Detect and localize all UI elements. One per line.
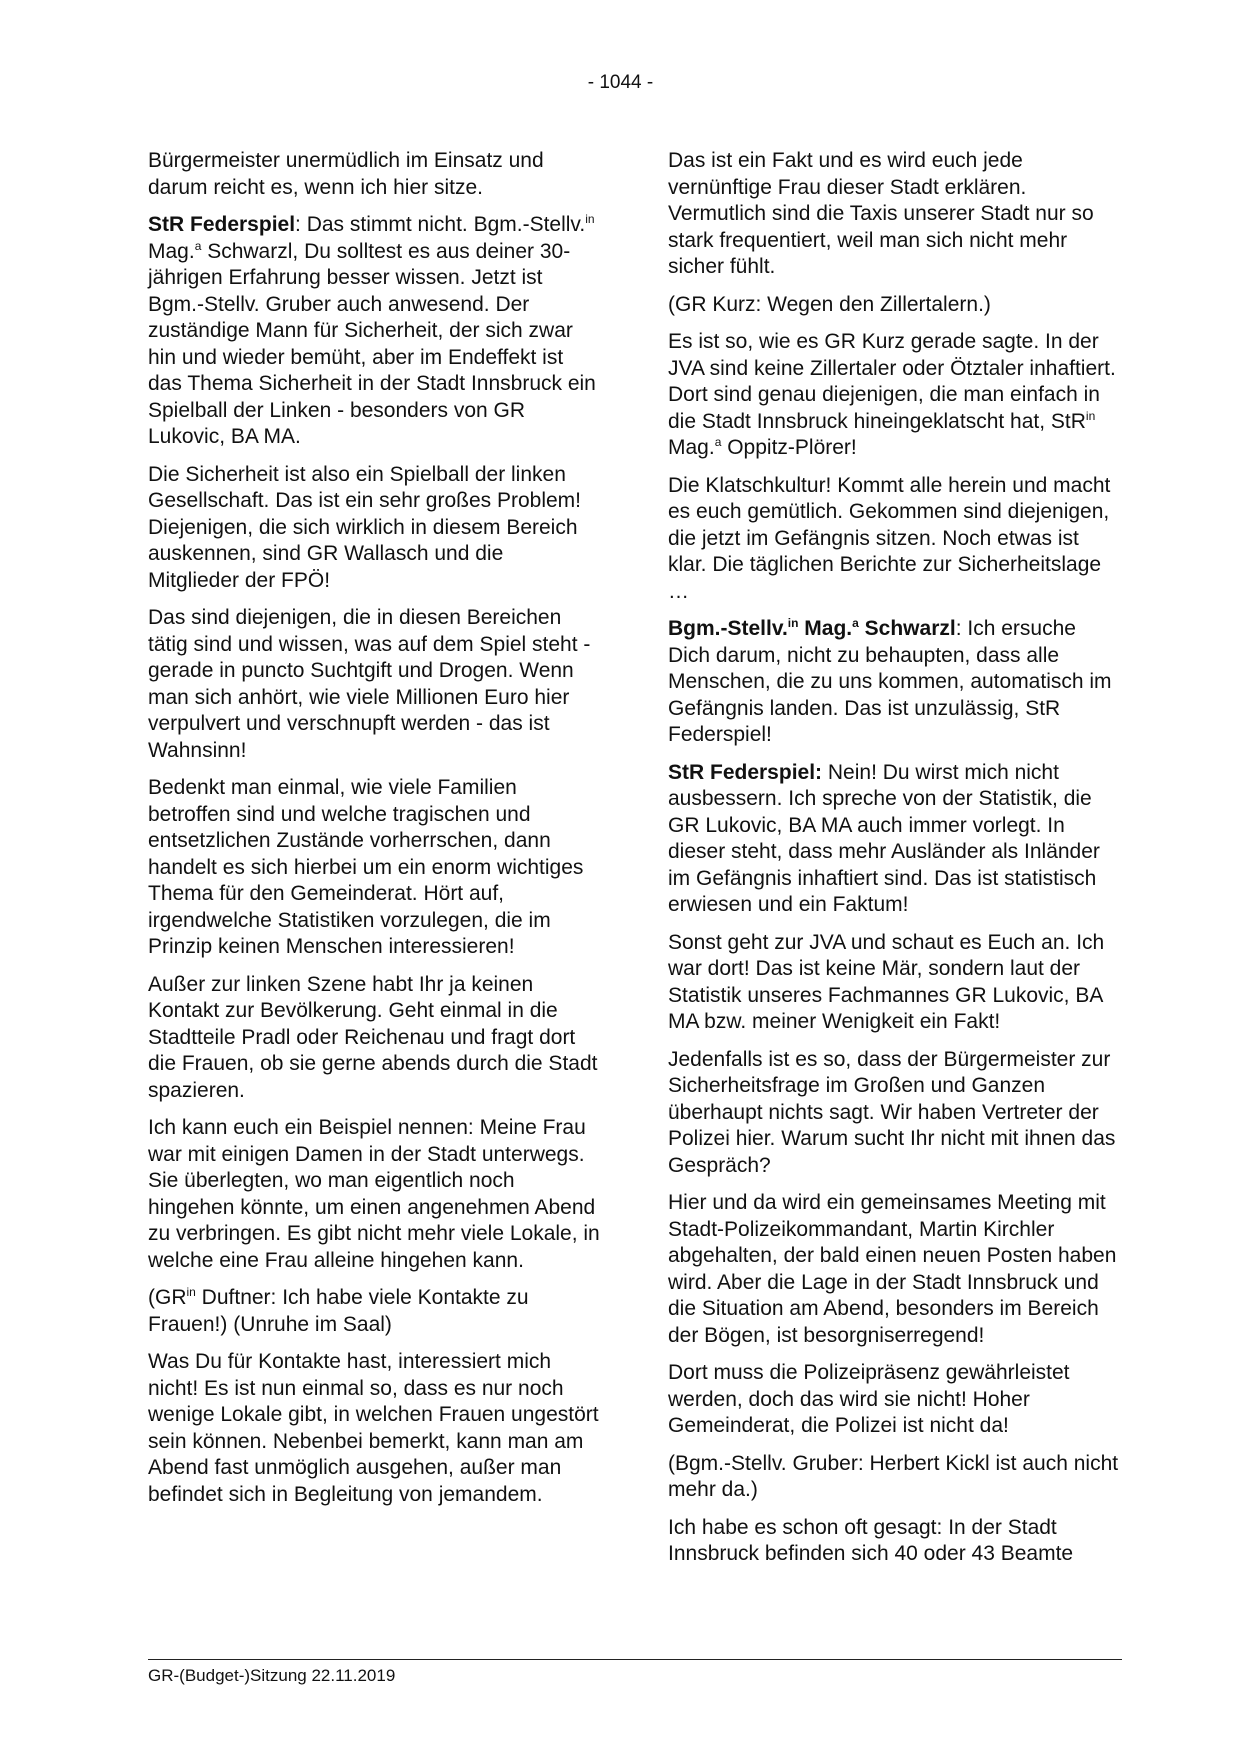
superscript: a xyxy=(714,435,722,449)
paragraph-text: Nein! Du wirst mich nicht ausbessern. Ich spreche von der Statistik, die GR Lukovic, BA MA auch immer vorlegt. In dieser steht, dass mehr Ausländer als Inländer im Gefängnis inhaftiert sind. Das ist statistisch erwiesen und ein Faktum! xyxy=(668,760,1100,916)
paragraph-text: Mag. xyxy=(148,239,195,263)
superscript: in xyxy=(186,1285,196,1299)
paragraph: Bedenkt man einmal, wie viele Familien betroffen sind und welche tragischen und entsetzlichen Zustände vorherrschen, dann handelt es sich hierbei um ein enorm wichtiges Thema für den Gemeinderat. Hört auf, irgendwelche Statistiken vorzulegen, die im Prinzip keinen Menschen interessieren! xyxy=(148,776,584,958)
superscript: in xyxy=(787,616,799,630)
paragraph-text: Schwarzl, Du solltest es aus deiner 30-jährigen Erfahrung besser wissen. Jetzt ist Bgm.-Stellv. Gruber auch anwesend. Der zuständige Mann für Sicherheit, der sich zwar hin und wieder bemüht, aber im Endeffekt ist das Thema Sicherheit in der Stadt Innsbruck ein Spielball der Linken - besonders von GR Lukovic, BA MA. xyxy=(148,239,596,448)
paragraph-text: : Ich ersuche Dich darum, nicht zu behaupten, dass alle Menschen, die zu uns kommen, automatisch im Gefängnis landen. Das ist unzulässig, StR Federspiel! xyxy=(668,617,1112,746)
footer-text: GR-(Budget-)Sitzung 22.11.2019 xyxy=(148,1666,396,1685)
paragraph xyxy=(668,616,1120,749)
interjection: (Bgm.-Stellv. Gruber: Herbert Kickl ist auch nicht mehr da.) xyxy=(668,1451,1119,1501)
speaker-name-part: Schwarzl xyxy=(858,617,956,640)
speaker-name: StR Federspiel xyxy=(148,213,296,236)
superscript: a xyxy=(852,616,859,630)
speaker-name-part: Bgm.-Stellv. xyxy=(668,617,788,640)
footer-divider xyxy=(148,1659,1122,1660)
left-column xyxy=(148,148,600,1519)
paragraph: Sonst geht zur JVA und schaut es Euch an. Ich war dort! Das ist keine Mär, sondern laut der Statistik unseres Fachmannes GR Lukovic, BA MA bzw. meiner Wenigkeit ein Fakt! xyxy=(668,930,1105,1033)
paragraph: Jedenfalls ist es so, dass der Bürgermeister zur Sicherheitsfrage im Großen und Ganzen überhaupt nichts sagt. Wir haben Vertreter der Polizei hier. Warum sucht Ihr nicht mit ihnen das Gespräch? xyxy=(668,1047,1116,1177)
paragraph: Dort muss die Polizeipräsenz gewährleistet werden, doch das wird sie nicht! Hoher Gemeinderat, die Polizei ist nicht da! xyxy=(668,1361,1070,1437)
superscript: in xyxy=(1085,408,1096,423)
paragraph: Hier und da wird ein gemeinsames Meeting mit Stadt-Polizeikommandant, Martin Kirchler abgehalten, der bald einen neuen Posten haben wird. Aber die Lage in der Stadt Innsbruck und die Situation am Abend, besonders im Bereich der Bögen, ist besorgniserregend! xyxy=(668,1191,1117,1347)
paragraph xyxy=(668,760,1120,919)
paragraph-text: Es ist so, wie es GR Kurz gerade sagte. In der JVA sind keine Zillertaler oder Ötztaler inhaftiert. Dort sind genau diejenigen, die man einfach in die Stadt Innsbruck hineingeklatscht hat, StR xyxy=(668,330,1116,433)
paragraph: Was Du für Kontakte hast, interessiert mich nicht! Es ist nun einmal so, dass es nur noch wenige Lokale gibt, in welchen Frauen ungestört sein können. Nebenbei bemerkt, kann man am Abend fast unmöglich ausgehen, außer man befindet sich in Begleitung von jemandem. xyxy=(148,1350,599,1506)
page-number: - 1044 - xyxy=(587,72,654,93)
paragraph: Außer zur linken Szene habt Ihr ja keinen Kontakt zur Bevölkerung. Geht einmal in die Stadtteile Pradl oder Reichenau und fragt dort die Frauen, ob sie gerne abends durch die Stadt spazieren. xyxy=(148,972,598,1102)
paragraph-text: Duftner: Ich habe viele Kontakte zu Frauen!) (Unruhe im Saal) xyxy=(148,1286,529,1336)
paragraph-text: : Das stimmt nicht. Bgm.-Stellv. xyxy=(295,213,586,236)
paragraph-text: (GR xyxy=(148,1286,187,1309)
paragraph: Die Klatschkultur! Kommt alle herein und macht es euch gemütlich. Gekommen sind diejenigen, die jetzt im Gefängnis sitzen. Noch etwas ist klar. Die täglichen Berichte zur Sicherheitslage … xyxy=(668,473,1111,603)
paragraph: Ich kann euch ein Beispiel nennen: Meine Frau war mit einigen Damen in der Stadt unterwegs. Sie überlegten, wo man eigentlich noch hingehen könnte, um einen angenehmen Abend zu verbringen. Es gibt nicht mehr viele Lokale, in welche eine Frau alleine hingehen kann. xyxy=(148,1116,600,1272)
paragraph xyxy=(668,329,1120,462)
speaker-name: StR Federspiel: xyxy=(668,760,823,784)
superscript: in xyxy=(585,212,595,226)
paragraph: Die Sicherheit ist also ein Spielball der linken Gesellschaft. Das ist ein sehr großes Problem! Diejenigen, die sich wirklich in diesem Bereich auskennen, sind GR Wallasch und die Mitglieder der FPÖ! xyxy=(148,462,582,592)
interjection xyxy=(148,1285,600,1338)
paragraph: Bürgermeister unermüdlich im Einsatz und darum reicht es, wenn ich hier sitze. xyxy=(148,149,544,199)
speaker-name xyxy=(668,617,956,640)
right-column xyxy=(668,148,1120,1579)
superscript: a xyxy=(194,238,202,253)
speaker-name-part: Mag. xyxy=(798,617,853,640)
paragraph-text: Mag. xyxy=(668,436,715,459)
paragraph: Das ist ein Fakt und es wird euch jede vernünftige Frau dieser Stadt erklären. Vermutlich sind die Taxis unserer Stadt nur so stark frequentiert, weil man sich nicht mehr sicher fühlt. xyxy=(668,149,1094,278)
interjection: (GR Kurz: Wegen den Zillertalern.) xyxy=(668,292,991,316)
paragraph-text: Oppitz-Plörer! xyxy=(721,436,857,459)
paragraph xyxy=(148,212,600,451)
paragraph: Ich habe es schon oft gesagt: In der Stadt Innsbruck befinden sich 40 oder 43 Beamte xyxy=(668,1515,1074,1565)
paragraph: Das sind diejenigen, die in diesen Bereichen tätig sind und wissen, was auf dem Spiel steht - gerade in puncto Suchtgift und Drogen. Wenn man sich anhört, wie viele Millionen Euro hier verpulvert und verschnupft werden - das ist Wahnsinn! xyxy=(148,606,591,762)
